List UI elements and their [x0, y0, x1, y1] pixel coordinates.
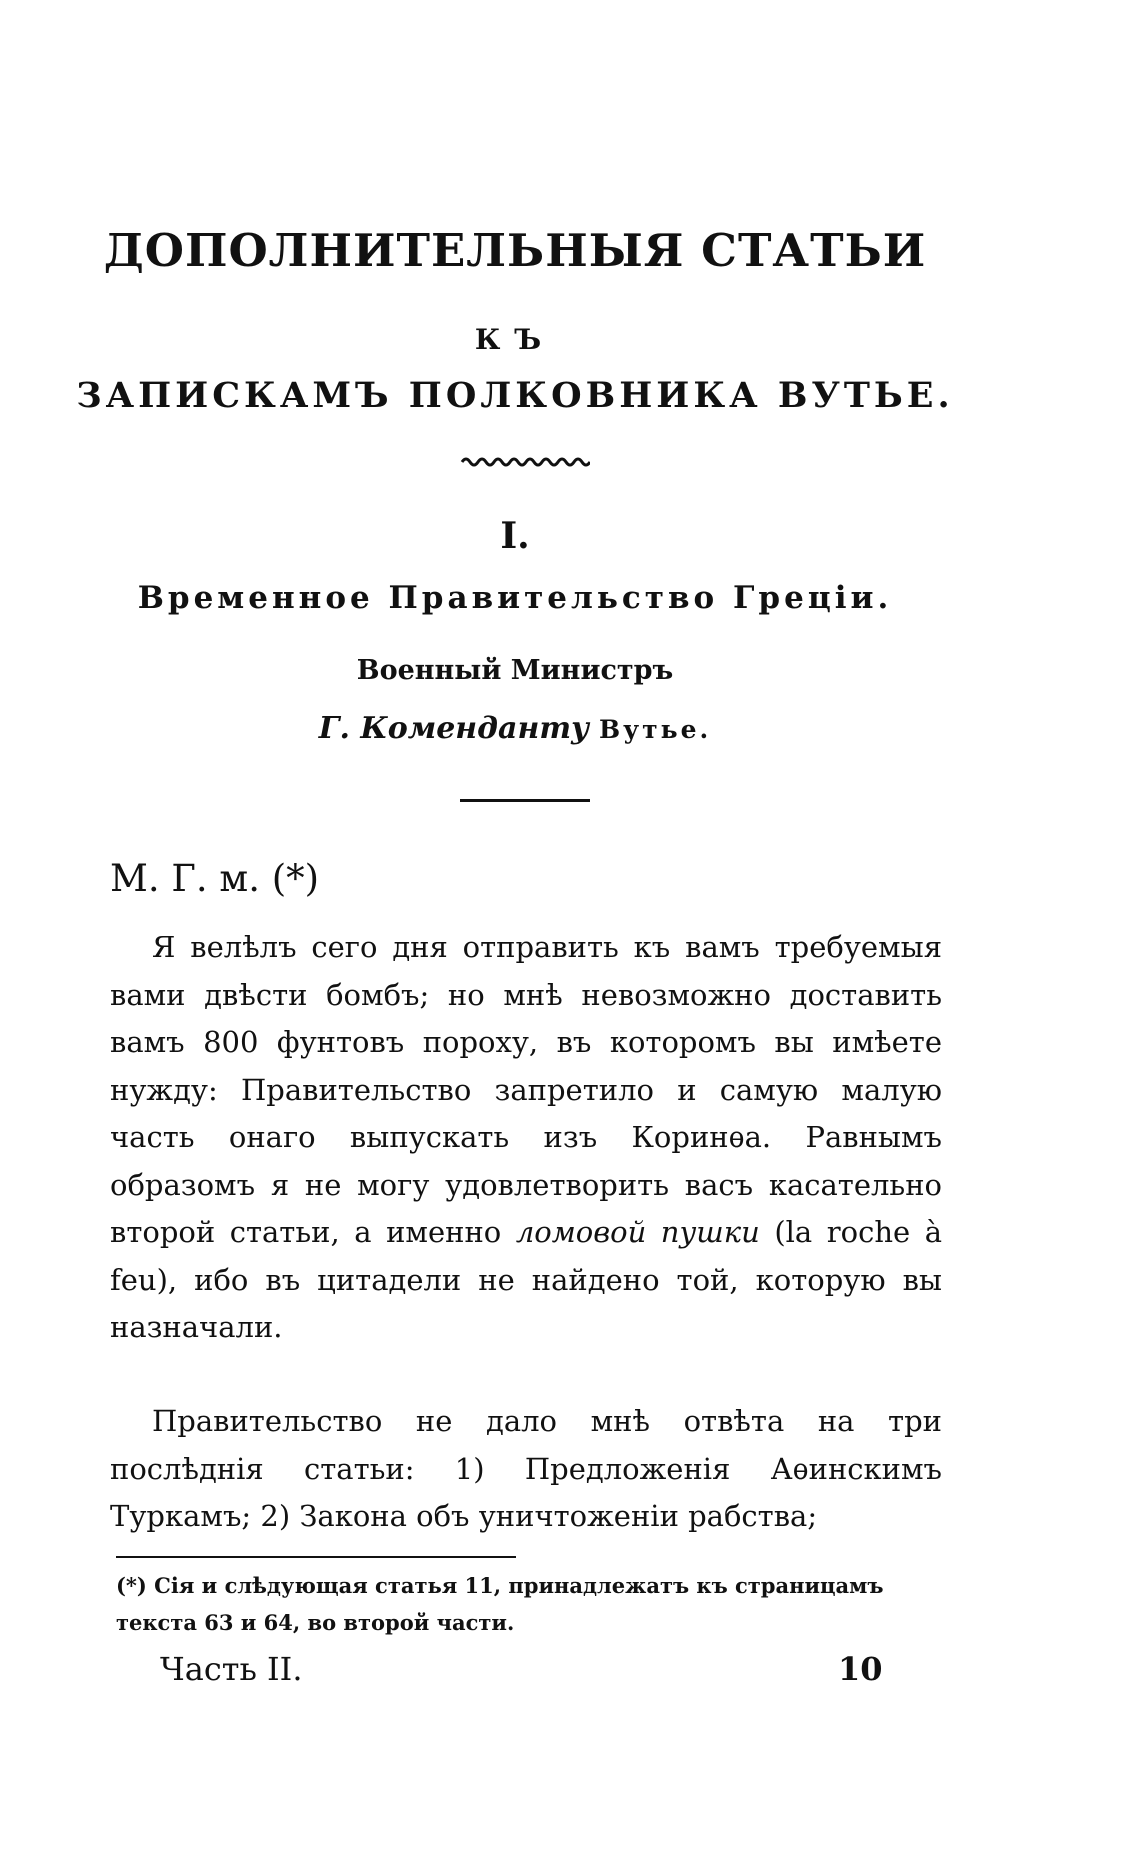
addressee-line	[0, 711, 1030, 746]
minister-line: Военный Министръ	[356, 655, 674, 686]
government-heading: Временное Правительство Грецiи.	[137, 580, 893, 616]
wavy-ornament	[460, 454, 590, 468]
subtitle: ЗАПИСКАМЪ ПОЛКОВНИКА ВУТЬЕ.	[76, 375, 954, 416]
divider-rule	[460, 799, 590, 802]
main-title: ДОПОЛНИТЕЛЬНЫЯ СТАТЬИ	[103, 224, 927, 277]
paragraph-1	[110, 924, 942, 1352]
addressee-prefix: Г. Комендантy	[318, 711, 589, 746]
paragraph-2	[110, 1398, 942, 1541]
paragraph-1-text-a: Я велѣлъ сего дня отправить къ вамъ требуемыя вами двѣсти бомбъ; но мнѣ невозможно доставить вамъ 800 фунтовъ пороху, въ которомъ вы имѣете нужду: Правительство запретило и самую малую часть онаго выпускать изъ Коринѳа. Равнымъ образомъ я не могу удовлетворить васъ касательно второй статьи, а именно	[110, 930, 942, 1249]
section-numeral: I.	[500, 515, 530, 557]
footnote: (*) Сiя и слѣдующая статья 11, принадлежатъ къ страницамъ текста 63 и 64, во второй части.	[116, 1573, 884, 1635]
page-number: 10	[838, 1650, 883, 1688]
salutation: М. Г. м. (*)	[110, 857, 320, 900]
paragraph-2-text: Правительство не дало мнѣ отвѣта на три послѣднiя статьи: 1) Предложенiя Аѳинскимъ Туркамъ; 2) Закона объ уничтоженiи рабства;	[110, 1404, 942, 1533]
paragraph-1-text-b: (la roche à feu), ибо въ цитадели не найдено той, которую вы назначали.	[110, 1215, 943, 1344]
preposition-line: КЪ	[474, 323, 556, 356]
addressee-name: Вутье.	[598, 715, 712, 744]
footnote-rule	[116, 1556, 516, 1558]
part-label: Часть II.	[160, 1650, 303, 1688]
paragraph-1-italic: ломовой пушки	[515, 1215, 760, 1249]
